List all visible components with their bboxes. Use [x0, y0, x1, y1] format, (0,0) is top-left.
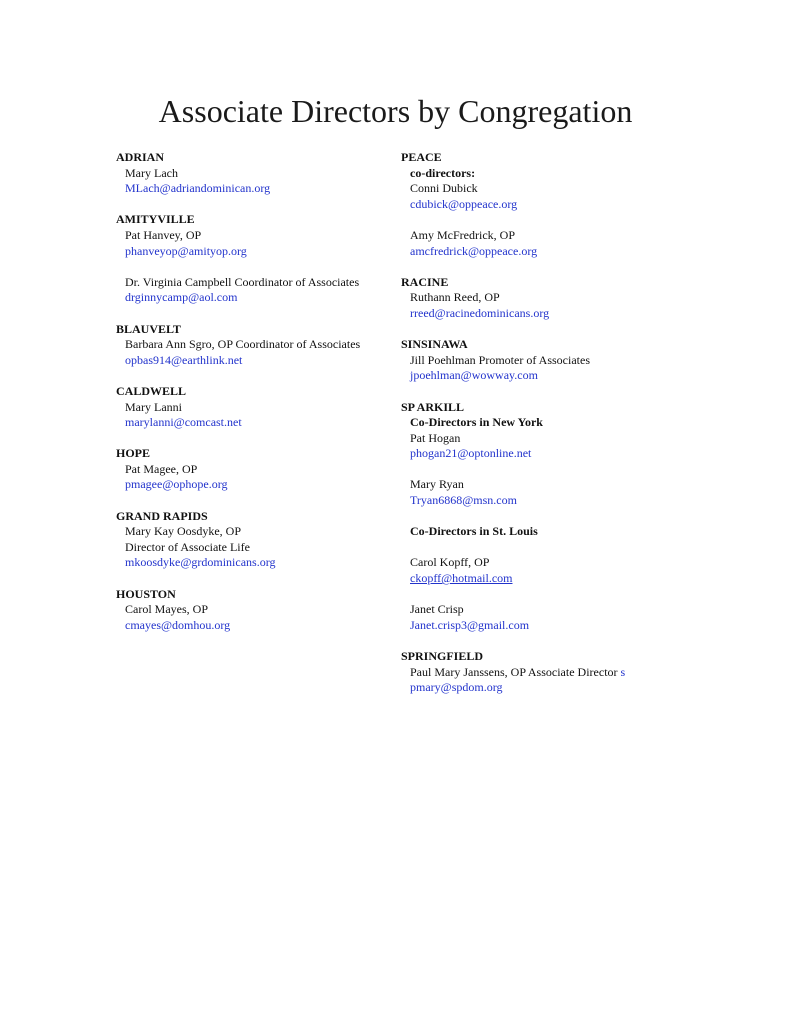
director-name: Janet Crisp — [410, 602, 464, 617]
congregation-heading: AMITYVILLE — [116, 212, 195, 227]
section-sparkill — [401, 400, 731, 634]
email-link[interactable]: pmary@spdom.org — [410, 680, 503, 695]
email-link-fragment[interactable]: s — [620, 664, 626, 679]
email-link[interactable]: phanveyop@amityop.org — [125, 243, 247, 258]
email-link[interactable]: marylanni@comcast.net — [125, 415, 242, 430]
congregation-heading: GRAND RAPIDS — [116, 508, 208, 523]
page-title: Associate Directors by Congregation — [158, 93, 633, 129]
email-link[interactable]: ckopff@hotmail.com — [410, 571, 513, 586]
congregation-heading: ADRIAN — [116, 150, 164, 164]
congregation-heading: SP ARKILL — [401, 399, 465, 414]
director-name: Dr. Virginia Campbell Coordinator of Associates — [125, 274, 360, 289]
email-link[interactable]: rreed@racinedominicans.org — [410, 305, 550, 320]
section-springfield — [401, 649, 731, 696]
director-name: Pat Magee, OP — [125, 461, 198, 476]
email-link[interactable]: Janet.crisp3@gmail.com — [410, 617, 530, 632]
director-line — [401, 665, 731, 681]
director-name: Ruthann Reed, OP — [410, 290, 500, 305]
email-link[interactable]: MLach@adriandominican.org — [125, 181, 271, 196]
email-link[interactable]: jpoehlman@wowway.com — [410, 368, 538, 383]
section-grand-rapids — [116, 509, 396, 571]
email-link[interactable]: opbas914@earthlink.net — [125, 352, 243, 367]
section-caldwell — [116, 384, 396, 431]
director-name: Paul Mary Janssens, OP Associate Director — [410, 664, 618, 679]
director-name: Pat Hogan — [410, 430, 461, 445]
congregation-heading: BLAUVELT — [116, 321, 181, 336]
congregation-heading: PEACE — [401, 150, 442, 164]
email-link[interactable]: Tryan6868@msn.com — [410, 493, 517, 508]
director-name: Mary Lach — [125, 165, 178, 180]
section-sinsinawa — [401, 337, 731, 384]
email-link[interactable]: amcfredrick@oppeace.org — [410, 243, 538, 258]
role-subheading: Co-Directors in St. Louis — [410, 524, 538, 539]
director-name: Jill Poehlman Promoter of Associates — [410, 352, 590, 367]
congregation-heading: HOPE — [116, 446, 151, 461]
role-subheading: co-directors: — [410, 165, 476, 180]
director-name: Pat Hanvey, OP — [125, 227, 202, 242]
email-link[interactable]: pmagee@ophope.org — [125, 477, 228, 492]
email-link[interactable]: drginnycamp@aol.com — [125, 290, 238, 305]
email-link[interactable]: cdubick@oppeace.org — [410, 196, 518, 211]
section-houston — [116, 587, 396, 634]
email-link[interactable]: mkoosdyke@grdominicans.org — [125, 555, 276, 570]
director-name: Mary Kay Oosdyke, OP — [125, 524, 241, 539]
director-role: Director of Associate Life — [125, 539, 250, 554]
section-racine — [401, 275, 731, 322]
email-link[interactable]: cmayes@domhou.org — [125, 617, 231, 632]
director-name: Barbara Ann Sgro, OP Coordinator of Associates — [125, 337, 361, 352]
director-name: Mary Lanni — [125, 399, 182, 414]
left-column — [116, 150, 396, 633]
congregation-heading: SPRINGFIELD — [401, 649, 484, 663]
director-name: Carol Mayes, OP — [125, 602, 208, 617]
congregation-heading: RACINE — [401, 274, 449, 289]
director-name: Conni Dubick — [410, 181, 478, 196]
section-hope — [116, 446, 396, 493]
congregation-heading: HOUSTON — [116, 586, 176, 601]
section-peace — [401, 150, 731, 259]
right-column — [401, 150, 731, 696]
section-adrian — [116, 150, 396, 197]
role-subheading: Co-Directors in New York — [410, 415, 543, 430]
director-name: Carol Kopff, OP — [410, 555, 490, 570]
director-name: Amy McFredrick, OP — [410, 227, 515, 242]
email-link[interactable]: phogan21@optonline.net — [410, 446, 532, 461]
section-blauvelt — [116, 322, 396, 369]
congregation-heading: CALDWELL — [116, 383, 187, 398]
section-amityville — [116, 212, 396, 306]
director-name: Mary Ryan — [410, 477, 464, 492]
congregation-heading: SINSINAWA — [401, 337, 468, 352]
